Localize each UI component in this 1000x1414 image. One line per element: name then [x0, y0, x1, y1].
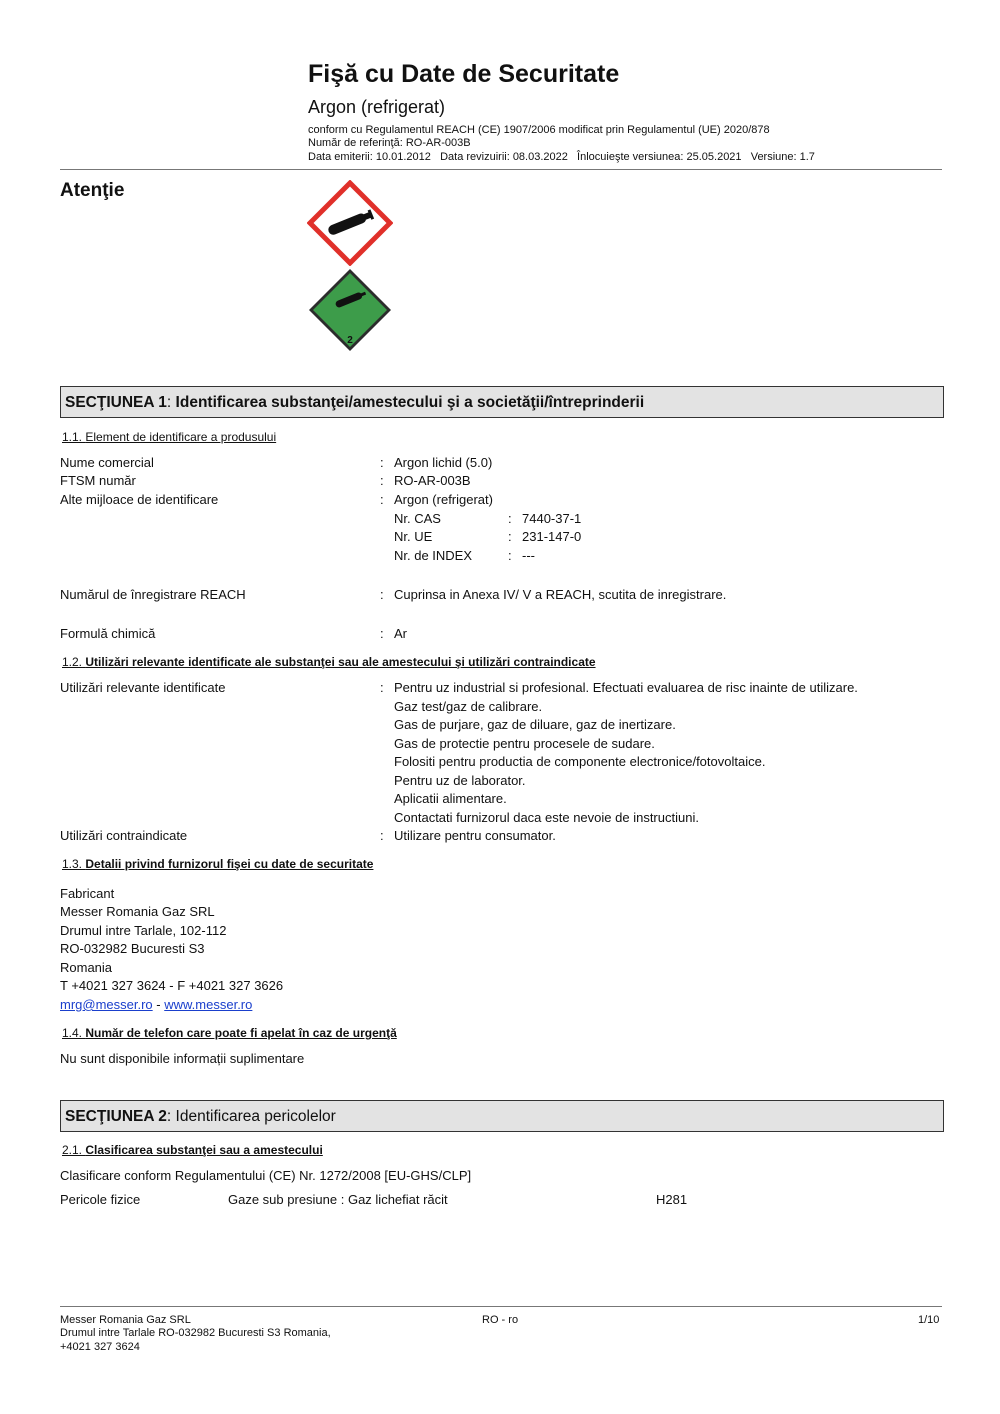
section-1-number: SECŢIUNEA 1: [65, 394, 167, 411]
uses-line: Folositi pentru productia de componente electronice/fotovoltaice.: [394, 754, 766, 769]
trade-name-label: Nume comercial: [60, 455, 154, 470]
ue-label: Nr. UE: [394, 529, 433, 544]
cas-value: 7440-37-1: [522, 511, 582, 526]
ftsm-label: FTSM număr: [60, 473, 136, 488]
formula-label: Formulă chimică: [60, 626, 156, 641]
contra-value: Utilizare pentru consumator.: [394, 828, 556, 843]
regulation-line: conform cu Regulamentul REACH (CE) 1907/2006 modificat prin Regulamentul (UE) 2020/878: [308, 124, 770, 136]
classification-line: Clasificare conform Regulamentului (CE) Nr. 1272/2008 [EU-GHS/CLP]: [60, 1168, 472, 1183]
supplier-phone: T +4021 327 3624 - F +4021 327 3626: [60, 978, 284, 993]
supplier-contacts: mrg@messer.ro - www.messer.ro: [60, 997, 253, 1012]
subsection-1-3: 1.3. Detalii privind furnizorul fişei cu date de securitate: [62, 857, 374, 871]
ftsm-value: RO-AR-003B: [394, 473, 471, 488]
hazard-label: Pericole fizice: [60, 1192, 141, 1207]
reach-label: Numărul de înregistrare REACH: [60, 587, 246, 602]
trade-name-value: Argon lichid (5.0): [394, 455, 493, 470]
footer-phone: +4021 327 3624: [60, 1341, 140, 1353]
section-2-number: SECŢIUNEA 2: [65, 1108, 167, 1125]
footer-company: Messer Romania Gaz SRL: [60, 1314, 191, 1326]
uses-line: Gaz test/gaz de calibrare.: [394, 699, 543, 714]
hazard-code: H281: [656, 1192, 688, 1207]
adr-class-2-non-flammable-gas-icon: [307, 267, 393, 353]
uses-line: Pentru uz industrial si profesional. Efectuati evaluarea de risc inainte de utilizare.: [394, 680, 858, 695]
footer-rule: [60, 1306, 942, 1307]
uses-line: Gas de purjare, gaz de diluare, gaz de inertizare.: [394, 717, 676, 732]
subsection-1-4: 1.4. Număr de telefon care poate fi apelat în caz de urgenţă: [62, 1026, 397, 1040]
supplier-country: Romania: [60, 960, 113, 975]
supplier-name: Messer Romania Gaz SRL: [60, 904, 215, 919]
subsection-1-2: 1.2. Utilizări relevante identificate ale substanţei sau ale amestecului şi utilizări contraindicate: [62, 655, 596, 669]
header-rule: [60, 169, 942, 170]
uses-label: Utilizări relevante identificate: [60, 680, 226, 695]
reach-value: Cuprinsa in Anexa IV/ V a REACH, scutita de inregistrare.: [394, 587, 727, 602]
supplier-role: Fabricant: [60, 886, 115, 901]
uses-line: Pentru uz de laborator.: [394, 773, 526, 788]
website-link[interactable]: www.messer.ro: [164, 997, 253, 1012]
contra-label: Utilizări contraindicate: [60, 828, 188, 843]
other-ids-value: Argon (refrigerat): [394, 492, 493, 507]
footer-address: Drumul intre Tarlale RO-032982 Bucuresti S3 Romania,: [60, 1327, 331, 1339]
document-title: Fişă cu Date de Securitate: [308, 60, 620, 88]
section-1-header: SECŢIUNEA 1: Identificarea substanţei/amestecului şi a societăţii/întreprinderii: [60, 386, 944, 418]
emergency-info: Nu sunt disponibile informații suplimentare: [60, 1051, 305, 1066]
supplier-city: RO-032982 Bucuresti S3: [60, 941, 205, 956]
cas-label: Nr. CAS: [394, 511, 441, 526]
adr-class-number: 2: [347, 335, 353, 346]
page-number: 1/10: [918, 1314, 940, 1326]
footer-language: RO - ro: [482, 1314, 519, 1326]
email-link[interactable]: mrg@messer.ro: [60, 997, 153, 1012]
index-label: Nr. de INDEX: [394, 548, 473, 563]
subsection-1-1: 1.1. Element de identificare a produsului: [62, 430, 277, 444]
uses-line: Aplicatii alimentare.: [394, 791, 507, 806]
other-ids-label: Alte mijloace de identificare: [60, 492, 219, 507]
hazard-value: Gaze sub presiune : Gaz lichefiat răcit: [228, 1192, 448, 1207]
index-value: ---: [522, 548, 535, 563]
signal-word: Atenţie: [60, 180, 125, 201]
gas-cylinder-ghs-icon: [307, 180, 393, 266]
supplier-street: Drumul intre Tarlale, 102-112: [60, 923, 227, 938]
revision-dates: Data emiterii: 10.01.2012 Data revizuirii: 08.03.2022 Înlocuieşte versiunea: 25.05.2021 Versiune: 1.7: [308, 151, 815, 163]
section-2-title: Identificarea pericolelor: [175, 1108, 336, 1125]
uses-line: Contactati furnizorul daca este nevoie de instructiuni.: [394, 810, 699, 825]
section-1-title: Identificarea substanţei/amestecului şi a societăţii/întreprinderii: [175, 394, 645, 411]
reference-number: Număr de referinţă: RO-AR-003B: [308, 137, 471, 149]
section-2-header: SECŢIUNEA 2: Identificarea pericolelor: [60, 1100, 944, 1132]
subsection-2-1: 2.1. Clasificarea substanţei sau a amestecului: [62, 1143, 323, 1157]
product-subtitle: Argon (refrigerat): [308, 97, 446, 117]
formula-value: Ar: [394, 626, 407, 641]
ue-value: 231-147-0: [522, 529, 582, 544]
uses-line: Gas de protectie pentru procesele de sudare.: [394, 736, 655, 751]
